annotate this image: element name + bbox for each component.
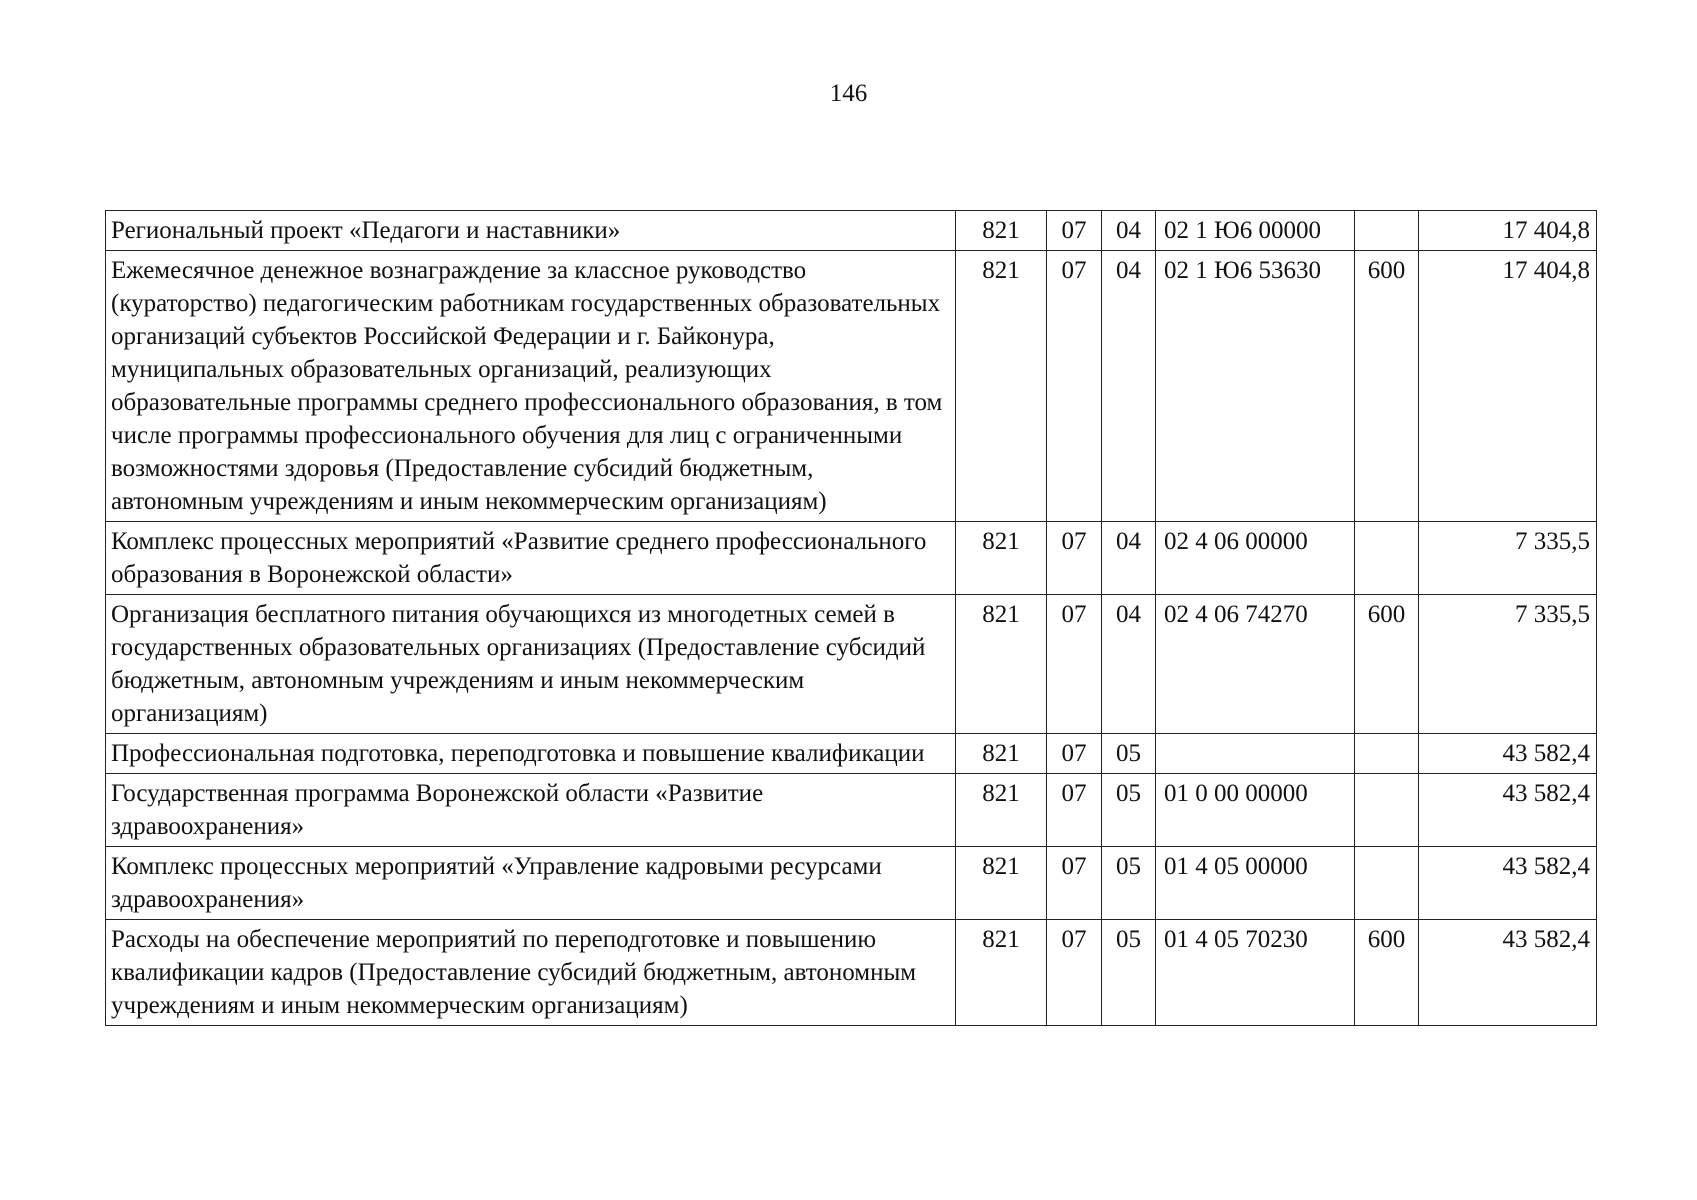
table-row	[106, 251, 1597, 522]
table-row	[106, 920, 1597, 1026]
subsection-code: 05	[1102, 920, 1156, 1026]
section-code: 07	[1047, 522, 1102, 595]
ministry-code: 821	[956, 774, 1047, 847]
section-code: 07	[1047, 211, 1102, 251]
target-article-code: 01 4 05 00000	[1156, 847, 1355, 920]
target-article-code: 02 4 06 00000	[1156, 522, 1355, 595]
table-row	[106, 734, 1597, 774]
subsection-code: 05	[1102, 774, 1156, 847]
table-row	[106, 847, 1597, 920]
target-article-code: 01 4 05 70230	[1156, 920, 1355, 1026]
section-code: 07	[1047, 595, 1102, 734]
ministry-code: 821	[956, 920, 1047, 1026]
expense-type-code	[1355, 522, 1419, 595]
row-name: Региональный проект «Педагоги и наставники»	[106, 211, 956, 251]
expense-type-code: 600	[1355, 251, 1419, 522]
table-body	[106, 211, 1597, 1026]
amount: 7 335,5	[1419, 595, 1597, 734]
amount: 43 582,4	[1419, 774, 1597, 847]
target-article-code: 02 1 Ю6 53630	[1156, 251, 1355, 522]
table-row	[106, 774, 1597, 847]
target-article-code: 02 4 06 74270	[1156, 595, 1355, 734]
budget-table	[105, 210, 1597, 1026]
amount: 43 582,4	[1419, 847, 1597, 920]
row-name: Организация бесплатного питания обучающихся из многодетных семей в государственных образовательных организациях (Предоставление субсидий бюджетным, автономным учреждениям и иным некоммерческим организациям)	[106, 595, 956, 734]
row-name: Расходы на обеспечение мероприятий по переподготовке и повышению квалификации кадров (Предоставление субсидий бюджетным, автономным учреждениям и иным некоммерческим организациям)	[106, 920, 956, 1026]
subsection-code: 04	[1102, 211, 1156, 251]
amount: 7 335,5	[1419, 522, 1597, 595]
table-row	[106, 595, 1597, 734]
row-name: Профессиональная подготовка, переподготовка и повышение квалификации	[106, 734, 956, 774]
row-name: Ежемесячное денежное вознаграждение за классное руководство (кураторство) педагогическим работникам государственных образовательных организаций субъектов Российской Федерации и г. Байконура, муниципальных образовательных организаций, реализующих образовательные программы среднего профессионального образования, в том числе программы профессионального обучения для лиц с ограниченными возможностями здоровья (Предоставление субсидий бюджетным, автономным учреждениям и иным некоммерческим организациям)	[106, 251, 956, 522]
target-article-code: 01 0 00 00000	[1156, 774, 1355, 847]
table-row	[106, 211, 1597, 251]
page-number: 146	[829, 80, 868, 107]
ministry-code: 821	[956, 847, 1047, 920]
subsection-code: 04	[1102, 251, 1156, 522]
target-article-code: 02 1 Ю6 00000	[1156, 211, 1355, 251]
amount: 43 582,4	[1419, 920, 1597, 1026]
ministry-code: 821	[956, 211, 1047, 251]
ministry-code: 821	[956, 595, 1047, 734]
section-code: 07	[1047, 920, 1102, 1026]
ministry-code: 821	[956, 734, 1047, 774]
row-name: Комплекс процессных мероприятий «Управление кадровыми ресурсами здравоохранения»	[106, 847, 956, 920]
expense-type-code	[1355, 734, 1419, 774]
expense-type-code	[1355, 774, 1419, 847]
expense-type-code: 600	[1355, 920, 1419, 1026]
subsection-code: 04	[1102, 522, 1156, 595]
target-article-code	[1156, 734, 1355, 774]
row-name: Государственная программа Воронежской области «Развитие здравоохранения»	[106, 774, 956, 847]
table-row	[106, 522, 1597, 595]
row-name: Комплекс процессных мероприятий «Развитие среднего профессионального образования в Воронежской области»	[106, 522, 956, 595]
amount: 43 582,4	[1419, 734, 1597, 774]
ministry-code: 821	[956, 522, 1047, 595]
ministry-code: 821	[956, 251, 1047, 522]
section-code: 07	[1047, 847, 1102, 920]
section-code: 07	[1047, 251, 1102, 522]
subsection-code: 05	[1102, 734, 1156, 774]
expense-type-code: 600	[1355, 595, 1419, 734]
subsection-code: 04	[1102, 595, 1156, 734]
section-code: 07	[1047, 774, 1102, 847]
section-code: 07	[1047, 734, 1102, 774]
subsection-code: 05	[1102, 847, 1156, 920]
amount: 17 404,8	[1419, 251, 1597, 522]
expense-type-code	[1355, 211, 1419, 251]
expense-type-code	[1355, 847, 1419, 920]
amount: 17 404,8	[1419, 211, 1597, 251]
